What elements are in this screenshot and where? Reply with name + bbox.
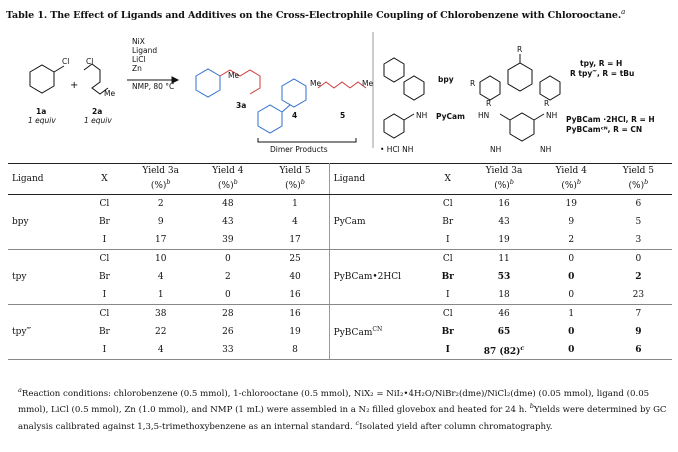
yield-5-cell: 6 — [635, 199, 642, 209]
yield-3a-cell: 22 — [154, 327, 167, 337]
dimer-products-label: Dimer Products — [270, 145, 328, 154]
ligand-cell — [329, 305, 425, 324]
yield-5-cell: 4 — [292, 217, 298, 227]
yield-5-cell: 25 — [289, 254, 301, 264]
yield-3a-cell: 87 $(82)^c$ — [470, 341, 537, 360]
yield-5-cell: 16 — [289, 309, 301, 319]
col-yield-5: Yield 5 (%)$^b$ — [261, 164, 329, 195]
yield-3a-cell: 18 — [470, 286, 537, 305]
benzene-ring-1a — [30, 65, 54, 93]
dimer-chain-5 — [318, 82, 350, 88]
table-row — [8, 341, 672, 360]
benzene-ring-4a — [258, 105, 282, 133]
pybcam-nh-right: NH — [540, 145, 552, 154]
yield-4-cell: 1 — [568, 309, 575, 319]
label-2a: 2a — [92, 107, 103, 116]
benzene-ring-3a — [196, 69, 220, 97]
yield-3a-cell: 9 — [157, 217, 164, 227]
reagent-conditions: NMP, 80 °C — [132, 82, 175, 91]
tpy-ring-center — [508, 63, 532, 91]
ligand-cell — [8, 231, 82, 250]
x-cell: Br — [98, 272, 110, 282]
yield-3a-cell: 4 — [127, 341, 194, 360]
x-cell: Cl — [99, 199, 110, 209]
table-row — [8, 213, 672, 231]
label-5: 5 — [340, 111, 346, 120]
label-1a: 1a — [36, 107, 47, 116]
ligand-cell — [329, 250, 425, 269]
col-ligand-right: Ligand — [329, 164, 425, 195]
me-right-5: Me — [362, 79, 374, 88]
yield-5-cell: 3 — [605, 231, 672, 250]
yield-5-cell: 19 — [289, 327, 301, 337]
yield-4-cell: 0 — [568, 254, 575, 264]
yield-4-cell: 19 — [565, 199, 577, 209]
table-row — [8, 250, 672, 269]
ligand-cell — [329, 286, 425, 305]
benzene-ring-4b — [282, 79, 306, 107]
pybcam-label-1: PyBCam ·2HCl, R = H — [566, 115, 655, 124]
yield-4-cell: 0 — [225, 254, 231, 264]
yield-5-cell: 17 — [261, 231, 329, 250]
x-cell: Cl — [99, 254, 110, 264]
x-cell: Br — [98, 327, 110, 337]
yield-4-cell: 43 — [222, 217, 234, 227]
yield-5-cell: 23 — [605, 286, 672, 305]
col-ligand: Ligand — [8, 164, 82, 195]
ligand-cell — [8, 305, 82, 324]
yield-3a-cell: 11 — [498, 254, 510, 264]
ligand-cell — [329, 195, 425, 214]
col-yield-5-right: Yield 5 (%)$^b$ — [605, 164, 672, 195]
yield-4-cell: 0 — [568, 272, 575, 282]
yield-4-cell: 9 — [568, 217, 575, 227]
dimer-bracket — [258, 138, 356, 142]
reagent-zn: Zn — [132, 64, 142, 73]
tpy-label-1: tpy, R = H — [580, 59, 623, 68]
x-cell: Cl — [442, 199, 453, 209]
x-cell: Cl — [442, 254, 453, 264]
bpy-ring-1 — [384, 58, 404, 82]
pybcam-r-right: R — [544, 99, 550, 108]
yield-3a-cell: 2 — [157, 199, 164, 209]
col-yield-4: Yield 4 (%)$^b$ — [194, 164, 261, 195]
ligand-cell — [329, 341, 425, 360]
pybcam-nh-left: NH — [490, 145, 502, 154]
table-row — [8, 268, 672, 286]
col-yield-3a-right: Yield 3a (%)$^b$ — [470, 164, 537, 195]
ligand-cell: bpy — [12, 217, 29, 227]
me-label-2a: Me — [104, 89, 116, 98]
hcl-nh: • HCl NH — [380, 145, 414, 154]
yield-4-cell: 39 — [194, 231, 261, 250]
yield-4-cell: 0 — [194, 286, 261, 305]
results-table — [8, 163, 672, 360]
x-cell: I — [82, 231, 127, 250]
cl-label-2a: Cl — [86, 57, 94, 66]
label-4: 4 — [292, 111, 298, 120]
yield-3a-cell: 16 — [498, 199, 510, 209]
yield-3a-cell: 43 — [498, 217, 510, 227]
yield-3a-cell: 17 — [127, 231, 194, 250]
col-x-right: X — [425, 164, 470, 195]
pybcam-nh: NH — [546, 111, 558, 120]
me-label-3a: Me — [228, 71, 240, 80]
x-cell: Cl — [442, 309, 453, 319]
pybcam-hn: HN — [478, 111, 490, 120]
yield-5-cell: 40 — [289, 272, 301, 282]
yield-5-cell: 7 — [635, 309, 642, 319]
table-title: Table 1. The Effect of Ligands and Additives on the Cross-Electrophile Coupling of Chlorobenzene with Chlorooctane.$^a$ — [6, 8, 626, 22]
yield-3a-cell: 46 — [498, 309, 510, 319]
me-left-5: Me — [310, 79, 322, 88]
bpy-ring-2 — [404, 76, 424, 100]
equiv-2a: 1 equiv — [84, 116, 112, 125]
pycam-nh2: NH — [416, 111, 428, 120]
ligand-cell — [8, 341, 82, 360]
bpy-label: bpy — [438, 75, 454, 84]
yield-4-cell: 2 — [538, 231, 605, 250]
yield-3a-cell: 10 — [154, 254, 167, 264]
x-cell: I — [82, 341, 127, 360]
x-cell: I — [425, 231, 470, 250]
x-cell: Br — [442, 217, 454, 227]
yield-3a-cell: 38 — [154, 309, 167, 319]
x-cell: Cl — [99, 309, 110, 319]
x-cell: Br — [441, 327, 454, 337]
tpy-ring-right — [540, 76, 560, 100]
table-row — [8, 195, 672, 214]
ligand-cell — [329, 231, 425, 250]
label-3a: 3a — [236, 101, 247, 110]
plus-sign: + — [70, 80, 79, 91]
yield-3a-cell: 65 — [497, 327, 511, 337]
reagent-licl: LiCl — [132, 55, 146, 64]
yield-4-cell: 28 — [222, 309, 234, 319]
reagent-nix: NiX — [132, 37, 145, 46]
x-cell: Br — [98, 217, 110, 227]
yield-3a-cell: 4 — [157, 272, 164, 282]
pybcam-r-left: R — [486, 99, 492, 108]
yield-5-cell: 1 — [292, 199, 298, 209]
tpy-label-2: R tpy‴, R = tBu — [570, 69, 635, 78]
x-cell: I — [82, 286, 127, 305]
reagent-ligand: Ligand — [132, 46, 158, 55]
yield-5-cell: 2 — [635, 272, 642, 282]
yield-4-cell: 33 — [194, 341, 261, 360]
pybcam-label-2: PyBCamᶜᴺ, R = CN — [566, 125, 643, 134]
yield-5-cell: 9 — [635, 327, 642, 337]
table-footnote: $^a$Reaction conditions: chlorobenzene (0.5 mmol), 1-chlorooctane (0.5 mmol), NiX₂ = NiI₂•4H₂O/NiBr₂(dme)/NiCl₂(dme) (0.05 mmol), ligand (0.05 mmol), LiCl (0.5 mmol), Zn (1.0 mmol), and NMP (1 mL) were assembled in a N₂ filled glovebox and heated for 24 h. $^b$Yields were determined by GC analysis calibrated against 1,3,5-trimethoxybenzene as an internal standard. $^c$Isolated yield after column chromatography. — [18, 386, 667, 432]
x-cell: I — [425, 286, 470, 305]
yield-4-cell: 0 — [538, 341, 605, 360]
pycam-label: PyCam — [436, 112, 465, 121]
tpy-r-top: R — [517, 45, 523, 54]
table-row — [8, 305, 672, 324]
ligand-cell: tpy‴ — [12, 327, 32, 337]
x-cell: I — [425, 341, 470, 360]
table-row — [8, 231, 672, 250]
yield-3a-cell: 53 — [497, 272, 511, 282]
ligand-cell: PyBCam•2HCl — [329, 268, 425, 286]
x-cell: Br — [441, 272, 454, 282]
reaction-scheme — [0, 26, 678, 154]
ligand-cell — [8, 286, 82, 305]
pycam-ring — [384, 114, 404, 138]
pybcam-ring — [510, 113, 534, 141]
yield-4-cell: 26 — [222, 327, 234, 337]
ligand-cell — [8, 250, 82, 269]
ligand-cell — [8, 195, 82, 214]
ligand-cell: PyCam — [329, 213, 425, 231]
yield-4-cell: 0 — [568, 327, 575, 337]
yield-3a-cell: 19 — [470, 231, 537, 250]
yield-3a-cell: 1 — [127, 286, 194, 305]
octyl-chain-3a — [220, 70, 260, 94]
yield-5-cell: 5 — [635, 217, 642, 227]
tpy-ring-left — [480, 76, 500, 100]
yield-4-cell: 2 — [225, 272, 231, 282]
yield-4-cell: 48 — [222, 199, 234, 209]
col-yield-4-right: Yield 4 (%)$^b$ — [538, 164, 605, 195]
yield-5-cell: 0 — [635, 254, 642, 264]
yield-5-cell: 16 — [261, 286, 329, 305]
table-row — [8, 286, 672, 305]
ligand-cell: PyBCam$^{CN}$ — [329, 323, 425, 341]
cl-label-1a: Cl — [62, 57, 70, 66]
yield-5-cell: 8 — [261, 341, 329, 360]
tpy-r-left: R — [470, 79, 476, 88]
table-row — [8, 323, 672, 341]
col-yield-3a: Yield 3a (%)$^b$ — [127, 164, 194, 195]
yield-4-cell: 0 — [538, 286, 605, 305]
equiv-1a: 1 equiv — [28, 116, 56, 125]
yield-5-cell: 6 — [605, 341, 672, 360]
col-x: X — [82, 164, 127, 195]
ligand-cell: tpy — [12, 272, 27, 282]
